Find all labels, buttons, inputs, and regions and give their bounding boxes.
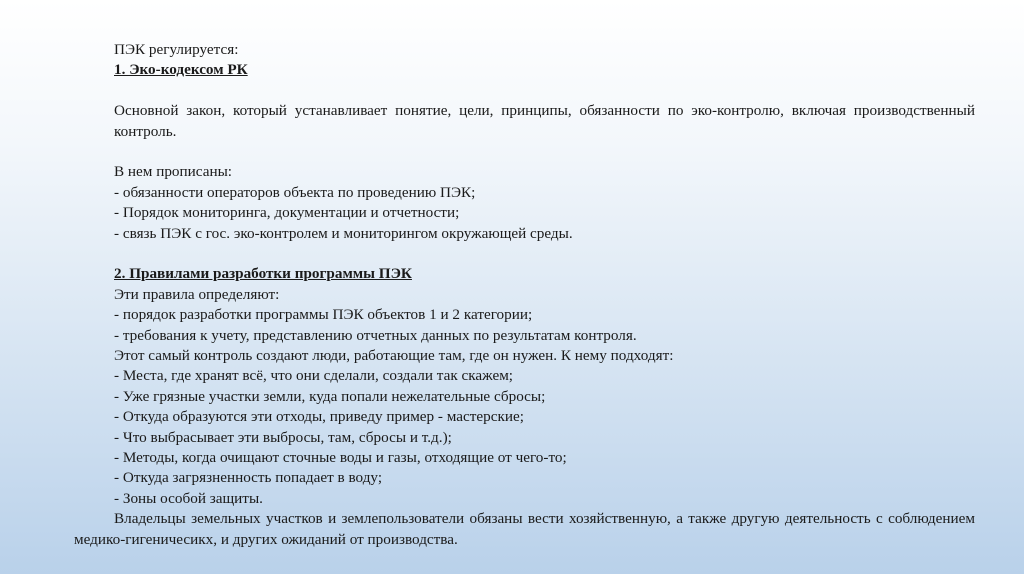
section2-sub-item: - Методы, когда очищают сточные воды и газы, отходящие от чего-то; [114, 449, 567, 467]
spacer [74, 81, 975, 101]
spacer [74, 244, 975, 264]
section1-item: - связь ПЭК с гос. эко-контролем и мониторингом окружающей среды. [114, 224, 573, 242]
section2-sub-item: - Уже грязные участки земли, куда попали нежелательные сбросы; [114, 387, 546, 405]
section2-sub-item: - Что выбрасывает эти выбросы, там, сбросы и т.д.); [114, 428, 452, 446]
section1-item: - Порядок мониторинга, документации и отчетности; [114, 204, 460, 222]
section2-sub-item: - Зоны особой защиты. [114, 489, 263, 507]
section2-closing: Владельцы земельных участков и землепользователи обязаны вести хозяйственную, а также другую деятельность с соблюдением медико-гигеничесикх, и других ожиданий от производства. [74, 510, 975, 548]
section2-sub-item: - Откуда загрязненность попадает в воду; [114, 469, 383, 487]
section2-sub-intro: Этот самый контроль создают люди, работающие там, где он нужен. К нему подходят: [114, 347, 674, 365]
section2-sub-item: - Места, где хранят всё, что они сделали, создали так скажем; [114, 367, 514, 385]
section2-list-intro: Эти правила определяют: [114, 285, 280, 303]
section1-heading: 1. Эко-кодексом РК [114, 61, 248, 79]
section2-heading: 2. Правилами разработки программы ПЭК [114, 265, 412, 283]
section1-item: - обязанности операторов объекта по проведению ПЭК; [114, 183, 476, 201]
section1-list-intro: В нем прописаны: [114, 163, 232, 181]
spacer [74, 142, 975, 162]
section2-sub-item: - Откуда образуются эти отходы, приведу пример - мастерские; [114, 408, 524, 426]
slide-text-body [74, 40, 975, 550]
section2-item: - порядок разработки программы ПЭК объектов 1 и 2 категории; [114, 306, 533, 324]
section1-paragraph: Основной закон, который устанавливает понятие, цели, принципы, обязанности по эко-контролю, включая производственный контроль. [114, 102, 975, 140]
intro-line: ПЭК регулируется: [114, 41, 239, 58]
section2-item: - требования к учету, представлению отчетных данных по результатам контроля. [114, 326, 637, 344]
